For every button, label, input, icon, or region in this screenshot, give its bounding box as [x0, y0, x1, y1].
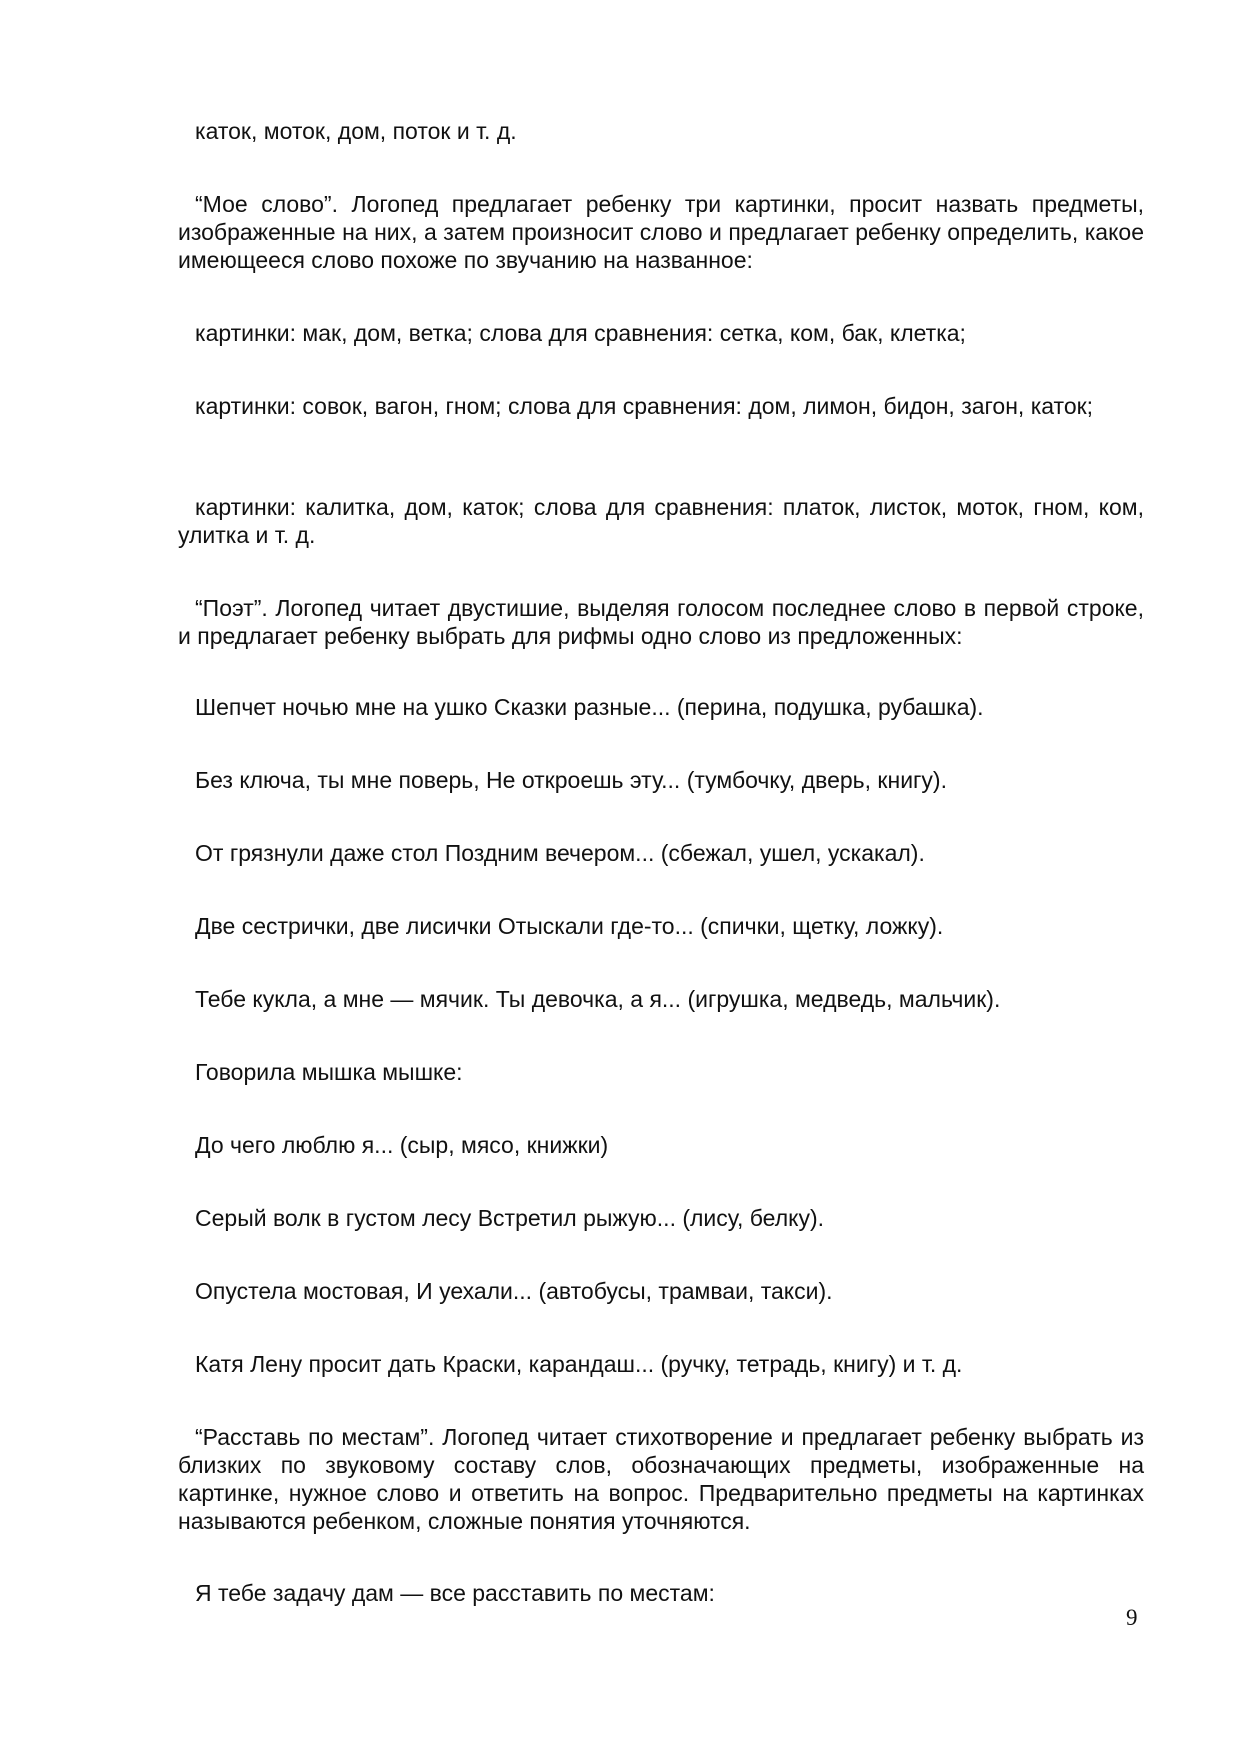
paragraph-moe-slovo: “Мое слово”. Логопед предлагает ребенку три картинки, просит назвать предметы, изображенные на них, а затем произносит слово и предлагает ребенку определить, какое имеющееся слово похоже по звучанию на названное: [178, 191, 1144, 273]
paragraph-pictures-3: картинки: калитка, дом, каток; слова для сравнения: платок, листок, моток, гном, ком, улитка и т. д. [178, 494, 1144, 548]
paragraph-rasstav: “Расставь по местам”. Логопед читает стихотворение и предлагает ребенку выбрать из близких по звуковому составу слов, обозначающих предметы, изображенные на картинке, нужное слово и ответить на вопрос. Предварительно предметы на картинках называются ребенком, сложные понятия уточняются. [178, 1424, 1144, 1534]
rhyme-line-1: Шепчет ночью мне на ушко Сказки разные... (перина, подушка, рубашка). [195, 694, 984, 720]
rhyme-line-8: Серый волк в густом лесу Встретил рыжую... (лису, белку). [195, 1205, 824, 1231]
page-number: 9 [1126, 1605, 1138, 1630]
paragraph-pictures-1: картинки: мак, дом, ветка; слова для сравнения: сетка, ком, бак, клетка; [195, 320, 966, 346]
rhyme-line-3: От грязнули даже стол Поздним вечером... (сбежал, ушел, ускакал). [195, 840, 925, 866]
paragraph-zadachu: Я тебе задачу дам — все расставить по местам: [195, 1580, 715, 1606]
paragraph-poet: “Поэт”. Логопед читает двустишие, выделяя голосом последнее слово в первой строке, и предлагает ребенку выбрать для рифмы одно слово из предложенных: [178, 595, 1144, 649]
rhyme-line-5: Тебе кукла, а мне — мячик. Ты девочка, а я... (игрушка, медведь, мальчик). [195, 986, 1001, 1012]
rhyme-line-2: Без ключа, ты мне поверь, Не откроешь эту... (тумбочку, дверь, книгу). [195, 767, 947, 793]
paragraph-kat-mot-dom: каток, моток, дом, поток и т. д. [195, 118, 517, 144]
rhyme-line-10: Катя Лену просит дать Краски, карандаш... (ручку, тетрадь, книгу) и т. д. [195, 1351, 963, 1377]
rhyme-line-7: До чего люблю я... (сыр, мясо, книжки) [195, 1132, 609, 1158]
rhyme-line-6: Говорила мышка мышке: [195, 1059, 463, 1085]
rhyme-line-9: Опустела мостовая, И уехали... (автобусы, трамваи, такси). [195, 1278, 833, 1304]
rhyme-line-4: Две сестрички, две лисички Отыскали где-то... (спички, щетку, ложку). [195, 913, 944, 939]
paragraph-pictures-2: картинки: совок, вагон, гном; слова для сравнения: дом, лимон, бидон, загон, каток; [195, 393, 1094, 419]
